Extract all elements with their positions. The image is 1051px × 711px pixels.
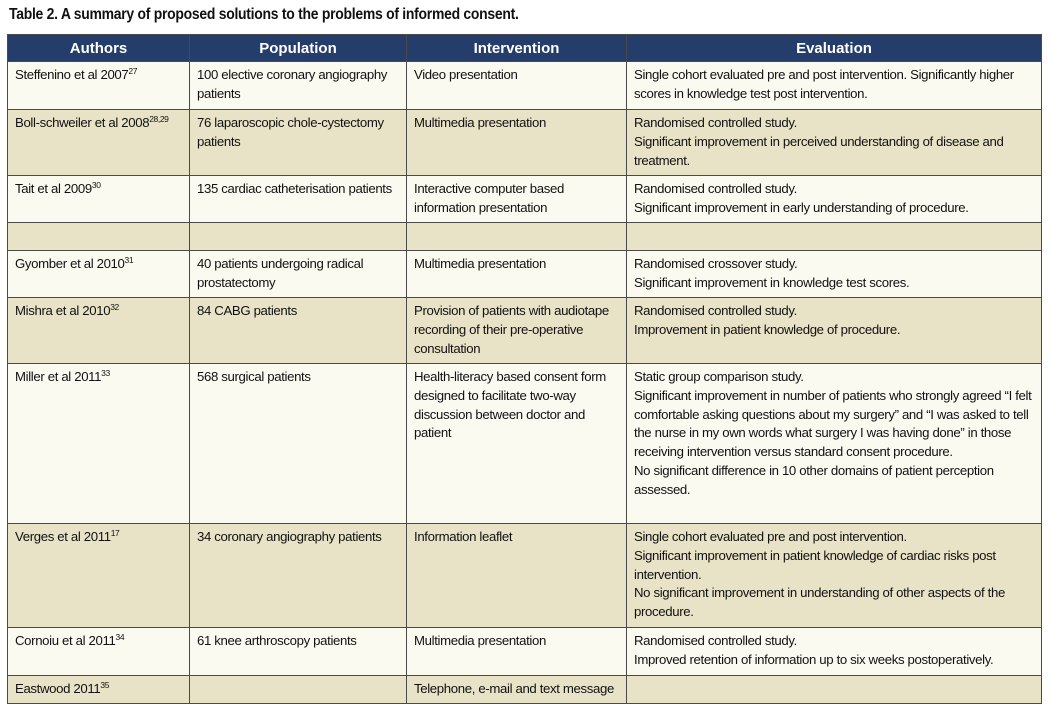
intervention-cell: Interactive computer based information presentation: [407, 176, 627, 223]
reference-number: 30: [91, 180, 101, 190]
intervention-cell: Provision of patients with audiotape recording of their pre-operative consultation: [407, 298, 627, 364]
intervention-cell: Multimedia presentation: [407, 251, 627, 298]
table-row: [8, 628, 1042, 676]
reference-number: 34: [115, 632, 125, 642]
evaluation-line: Significant improvement in knowledge test scores.: [634, 274, 910, 290]
evaluation-line: Significant improvement in early understanding of procedure.: [634, 199, 969, 215]
evaluation-cell: [627, 110, 1042, 176]
evaluation-line: No significant difference in 10 other domains of patient perception assessed.: [634, 462, 994, 497]
evaluation-cell: [627, 676, 1042, 704]
intervention-cell: Multimedia presentation: [407, 628, 627, 676]
intervention-cell: Telephone, e-mail and text message: [407, 676, 627, 704]
header-row: [8, 35, 1042, 62]
table-row: [8, 176, 1042, 223]
evaluation-line: Significant improvement in patient knowledge of cardiac risks post intervention.: [634, 547, 996, 582]
evaluation-line: Significant improvement in perceived understanding of disease and treatment.: [634, 133, 1004, 168]
table-row: [8, 62, 1042, 110]
population-cell: 568 surgical patients: [190, 364, 407, 524]
author-cell: [8, 110, 190, 176]
intervention-cell: Health-literacy based consent form designed to facilitate two-way discussion between doctor and patient: [407, 364, 627, 524]
population-cell: 100 elective coronary angiography patients: [190, 62, 407, 110]
author-cell: [8, 676, 190, 704]
evaluation-line: Randomised crossover study.: [634, 256, 798, 271]
table-row: [8, 223, 1042, 251]
evaluation-line: Randomised controlled study.: [634, 181, 797, 196]
author-cell: [8, 223, 190, 251]
intervention-cell: Multimedia presentation: [407, 110, 627, 176]
evaluation-line: Improvement in patient knowledge of procedure.: [634, 321, 901, 337]
author-cell: [8, 176, 190, 223]
author-cell: [8, 62, 190, 110]
intervention-cell: Video presentation: [407, 62, 627, 110]
table-row: [8, 364, 1042, 524]
author-cell: [8, 524, 190, 628]
table-row: [8, 110, 1042, 176]
evaluation-cell: [627, 364, 1042, 524]
reference-number: 31: [124, 255, 134, 265]
column-header-population: Population: [190, 35, 407, 62]
population-cell: 76 laparoscopic chole-cystectomy patients: [190, 110, 407, 176]
evaluation-cell: [627, 176, 1042, 223]
evaluation-line: Significant improvement in number of patients who strongly agreed “I felt comfortable asking questions about my surgery” and “I was asked to tell the nurse in my own words what surgery I was having done” in those receiving intervention versus standard consent procedure.: [634, 387, 1032, 460]
evaluation-cell: [627, 628, 1042, 676]
solutions-table: [7, 34, 1042, 704]
population-cell: [190, 676, 407, 704]
intervention-cell: Information leaflet: [407, 524, 627, 628]
table-row: [8, 298, 1042, 364]
author-name: Steffenino et al 2007: [15, 67, 129, 82]
author-name: Gyomber et al 2010: [15, 256, 125, 271]
table-row: [8, 676, 1042, 704]
population-cell: 34 coronary angiography patients: [190, 524, 407, 628]
column-header-authors: Authors: [8, 35, 190, 62]
reference-number: 17: [110, 528, 120, 538]
reference-number: 35: [100, 680, 110, 690]
reference-number: 33: [101, 368, 110, 378]
author-cell: [8, 628, 190, 676]
author-cell: [8, 364, 190, 524]
population-cell: [190, 223, 407, 251]
evaluation-cell: [627, 62, 1042, 110]
evaluation-cell: [627, 298, 1042, 364]
evaluation-line: Randomised controlled study.: [634, 115, 797, 130]
reference-number: 32: [110, 302, 119, 312]
evaluation-line: Improved retention of information up to six weeks postoperatively.: [634, 651, 994, 667]
author-name: Tait et al 2009: [15, 181, 92, 196]
evaluation-cell: [627, 524, 1042, 628]
evaluation-line: Single cohort evaluated pre and post intervention. Significantly higher scores in knowledge test post intervention.: [634, 67, 1014, 101]
evaluation-line: No significant improvement in understanding of other aspects of the procedure.: [634, 585, 1005, 620]
author-name: Miller et al 2011: [15, 369, 102, 384]
population-cell: 40 patients undergoing radical prostatectomy: [190, 251, 407, 298]
population-cell: 61 knee arthroscopy patients: [190, 628, 407, 676]
table-caption: Table 2. A summary of proposed solutions to the problems of informed consent.: [9, 6, 519, 23]
table-body: [8, 62, 1042, 704]
reference-number: 28,29: [149, 114, 169, 124]
author-cell: [8, 298, 190, 364]
author-name: Verges et al 2011: [15, 529, 111, 544]
reference-number: 27: [128, 66, 138, 76]
evaluation-line: Static group comparison study.: [634, 369, 804, 384]
evaluation-cell: [627, 223, 1042, 251]
author-name: Boll-schweiler et al 2008: [15, 115, 150, 130]
author-cell: [8, 251, 190, 298]
column-header-intervention: Intervention: [407, 35, 627, 62]
evaluation-line: Randomised controlled study.: [634, 633, 797, 648]
evaluation-cell: [627, 251, 1042, 298]
table-row: [8, 524, 1042, 628]
evaluation-line: Single cohort evaluated pre and post intervention.: [634, 529, 907, 544]
intervention-cell: [407, 223, 627, 251]
population-cell: 84 CABG patients: [190, 298, 407, 364]
author-name: Mishra et al 2010: [15, 303, 111, 318]
column-header-evaluation: Evaluation: [627, 35, 1042, 62]
evaluation-line: Randomised controlled study.: [634, 303, 797, 318]
author-name: Cornoiu et al 2011: [15, 633, 116, 648]
author-name: Eastwood 2011: [15, 681, 101, 696]
table-row: [8, 251, 1042, 298]
table-header: [8, 35, 1042, 62]
population-cell: 135 cardiac catheterisation patients: [190, 176, 407, 223]
